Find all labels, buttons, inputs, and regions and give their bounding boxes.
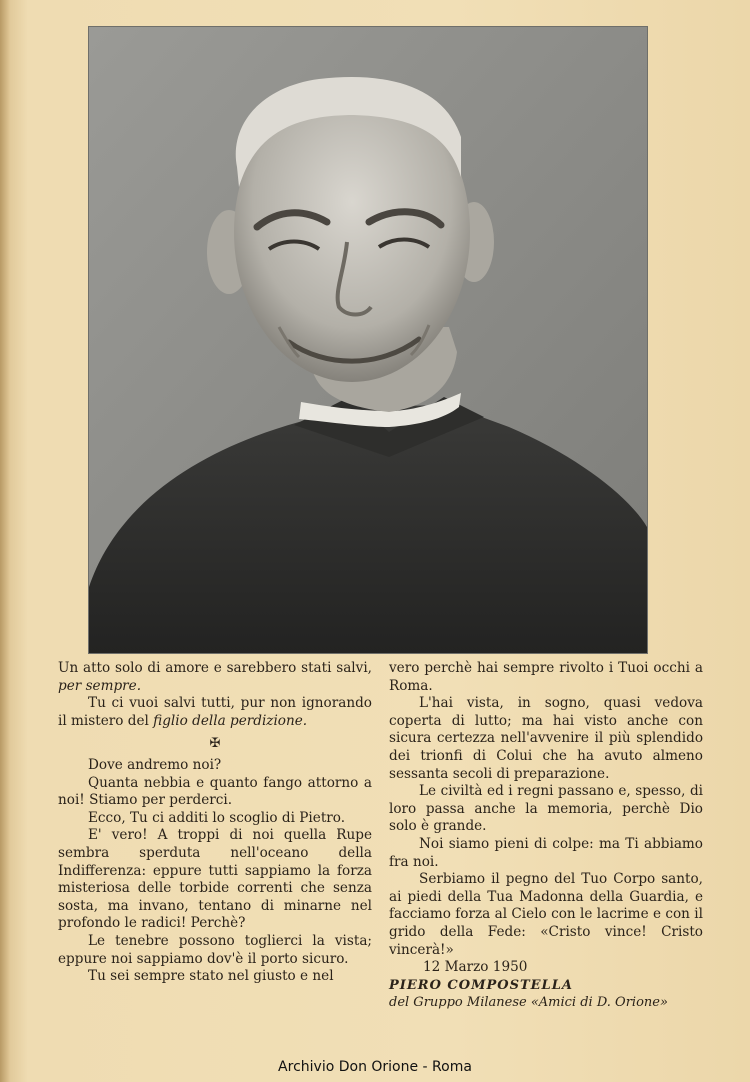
paragraph <box>58 695 372 730</box>
page-binding-edge <box>0 0 10 1082</box>
cross-ornament-icon: ✠ <box>209 736 221 752</box>
letter-date: 12 Marzo 1950 <box>423 959 528 976</box>
paragraph: Dove andremo noi? <box>88 756 222 773</box>
emphasis-text: per sempre. <box>58 677 142 694</box>
text-column-left <box>58 660 372 986</box>
paragraph: L'hai vista, in sogno, quasi vedova coperta di lutto; ma hai visto anche con sicura certezza nell'avvenire il più splendido dei trionfi di Colui che ha avuto almeno sessanta secoli di preparazione. <box>389 695 703 782</box>
signature-group: del Gruppo Milanese «Amici di D. Orione» <box>389 995 668 1011</box>
paragraph <box>58 660 372 695</box>
paragraph: Le tenebre possono toglierci la vista; eppure noi sappiamo dov'è il porto sicuro. <box>58 932 372 967</box>
paragraph: Serbiamo il pegno del Tuo Corpo santo, ai piedi della Tua Madonna della Guardia, e facciamo forza al Cielo con le lacrime e con il grido della Fede: «Cristo vince! Cristo vincerà!» <box>389 871 703 958</box>
paragraph: Noi siamo pieni di colpe: ma Ti abbiamo fra noi. <box>389 835 703 870</box>
portrait-illustration <box>89 27 647 653</box>
archive-footer-label: Archivio Don Orione - Roma <box>278 1059 472 1075</box>
emphasis-text: figlio della perdizione. <box>153 712 308 729</box>
text-column-right <box>389 660 703 1012</box>
signature-name: PIERO COMPOSTELLA <box>389 977 573 993</box>
paragraph: Tu sei sempre stato nel giusto e nel <box>88 968 334 985</box>
paragraph: E' vero! A troppi di noi quella Rupe sembra sperduta nell'oceano della Indifferenza: eppure tutti sappiamo la forza misteriosa delle torbide correnti che senza sosta, ma invano, tentano di minarne nel profondo le radici! Perchè? <box>58 827 372 932</box>
paragraph-text: Un atto solo di amore e sarebbero stati salvi, <box>58 660 372 676</box>
paragraph: vero perchè hai sempre rivolto i Tuoi occhi a Roma. <box>389 660 703 694</box>
paragraph: Le civiltà ed i regni passano e, spesso, di loro passa anche la memoria, perchè Dio solo è grande. <box>389 783 703 835</box>
paragraph: Ecco, Tu ci additi lo scoglio di Pietro. <box>88 809 346 826</box>
paragraph: Quanta nebbia e quanto fango attorno a noi! Stiamo per perderci. <box>58 774 372 809</box>
paragraph-text: Tu ci vuoi salvi tutti, pur non ignorando il mistero del <box>58 695 372 729</box>
portrait-photo <box>88 26 648 654</box>
